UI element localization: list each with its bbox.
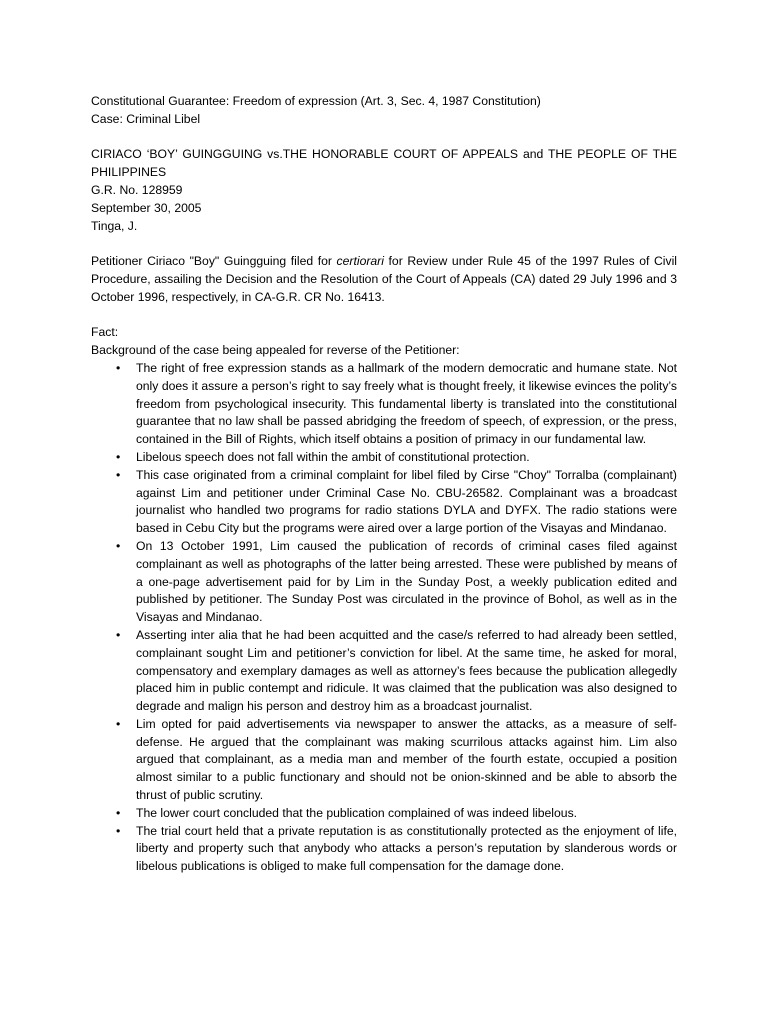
list-item-text: The lower court concluded that the publication complained of was indeed libelous. [136,805,578,820]
list-item [91,823,677,876]
list-item [91,716,677,805]
gr-number: G.R. No. 128959 [91,182,183,197]
bullet-icon: • [116,538,121,553]
list-item [91,538,677,627]
list-item [91,805,677,823]
document-page [91,93,677,876]
case-type-line: Case: Criminal Libel [91,111,201,126]
spacer [91,307,677,325]
constitutional-guarantee-line: Constitutional Guarantee: Freedom of expression (Art. 3, Sec. 4, 1987 Constitution) [91,94,541,108]
list-item-text: On 13 October 1991, Lim caused the publication of records of criminal cases filed against complainant as well as photographs of the latter being arrested. These were published by means of a one-page advertisement paid for by Lim in the Sunday Post, a weekly publication edited and published by petitioner. The Sunday Post was circulated in the province of Bohol, as well as in the Visayas and Mindanao. [136,538,677,625]
list-item [91,360,677,449]
intro-text-before: Petitioner Ciriaco "Boy" Guingguing filed for [91,254,337,269]
bullet-icon: • [116,467,121,482]
bullet-icon: • [116,823,121,838]
bullet-icon: • [116,627,121,642]
list-item-text: The right of free expression stands as a hallmark of the modern democratic and humane state. Not only does it assure a person’s right to say freely what is thought freely, it likewise evinces the polity’s freedom from psychological insecurity. This fundamental liberty is translated into the constitutional guarantee that no law shall be passed abridging the freedom of speech, of expression, or the press, contained in the Bill of Rights, which itself obtains a position of primacy in our fundamental law. [136,360,677,447]
ponente: Tinga, J. [91,218,138,233]
list-item [91,467,677,538]
bullet-icon: • [116,360,121,375]
bullet-icon: • [116,716,121,731]
bullet-icon: • [116,805,121,820]
decision-date: September 30, 2005 [91,200,202,215]
case-title: CIRIACO ‘BOY’ GUINGGUING vs.THE HONORABLE COURT OF APPEALS and THE PEOPLE OF THE PHILIPPINES [91,147,677,180]
facts-list [91,360,677,876]
bullet-icon: • [116,449,121,464]
list-item [91,449,677,467]
list-item-text: Libelous speech does not fall within the ambit of constitutional protection. [136,449,530,464]
intro-paragraph [91,253,677,306]
facts-heading: Fact: [91,325,119,340]
list-item-text: The trial court held that a private reputation is as constitutionally protected as the enjoyment of life, liberty and property such that anybody who attacks a person’s reputation by slanderous words or libelous publications is obliged to make full compensation for the damage done. [136,823,677,874]
spacer [91,235,677,253]
spacer [91,129,677,147]
list-item [91,627,677,716]
intro-text-after: for Review under Rule 45 of the 1997 Rules of Civil Procedure, assailing the Decision and the Resolution of the Court of Appeals (CA) dated 29 July 1996 and 3 October 1996, respectively, in CA-G.R. CR No. 16413. [91,254,677,304]
facts-subheading: Background of the case being appealed for reverse of the Petitioner: [91,343,460,358]
intro-emphasis: certiorari [336,254,384,269]
list-item-text: Asserting inter alia that he had been acquitted and the case/s referred to had already been settled, complainant sought Lim and petitioner’s conviction for libel. At the same time, he asked for moral, compensatory and exemplary damages as well as attorney’s fees because the publication allegedly placed him in public contempt and ridicule. It was claimed that the publication was also designed to degrade and malign his person and destroy him as a broadcast journalist. [136,627,677,714]
list-item-text: This case originated from a criminal complaint for libel filed by Cirse "Choy" Torralba (complainant) against Lim and petitioner under Criminal Case No. CBU-26582. Complainant was a broadcast journalist who handled two programs for radio stations DYLA and DYFX. The radio stations were based in Cebu City but the programs were aired over a large portion of the Visayas and Mindanao. [136,467,677,536]
list-item-text: Lim opted for paid advertisements via newspaper to answer the attacks, as a measure of self-defense. He argued that the complainant was making scurrilous attacks against him. Lim also argued that complainant, as a media man and member of the fourth estate, occupied a position almost similar to a public functionary and should not be onion-skinned and be able to absorb the thrust of public scrutiny. [136,716,677,803]
